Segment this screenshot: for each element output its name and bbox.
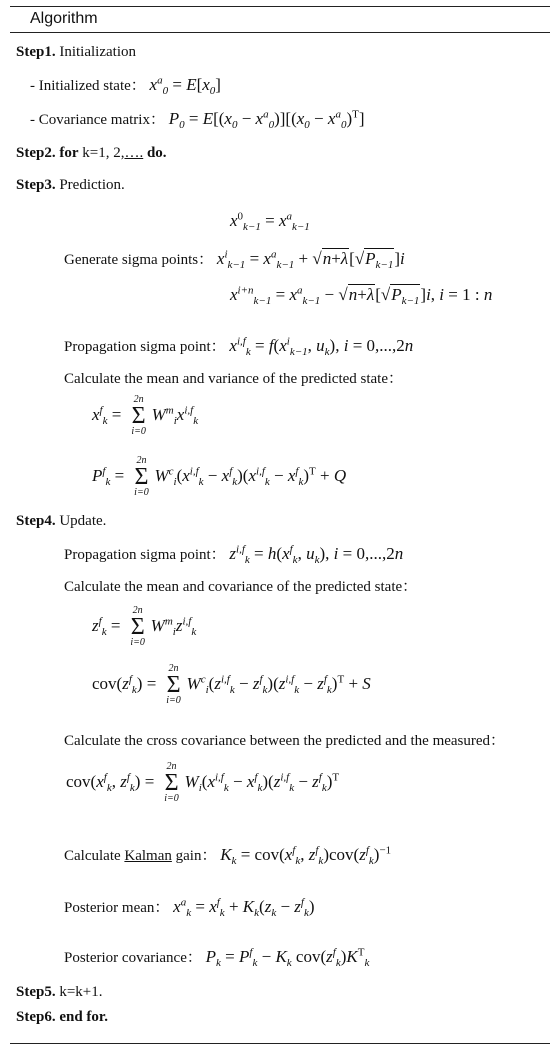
posterior-mean-line bbox=[64, 898, 315, 917]
initialized-state-label: - Initialized state： bbox=[30, 78, 146, 94]
covariance-matrix-formula: $P_0 = E[(x_0 - x^a_0)][(x_0 - x^a_0)^T]$ bbox=[168, 108, 365, 131]
step3-line bbox=[16, 176, 125, 194]
step1-label: Step1. bbox=[16, 44, 56, 60]
step4-line bbox=[16, 512, 106, 530]
step2-line bbox=[16, 144, 167, 162]
step4-label: Step4. bbox=[16, 513, 56, 529]
step6-text: end for. bbox=[55, 1009, 108, 1025]
generate-sigma-formula: $x^i_{k-1} = x^a_{k-1} + √n+\lambda[√P_{k-1}]i$ bbox=[216, 248, 405, 271]
kalman-gain-formula: $K_k = cov(x^f_k$, $z^f_k)cov(z^f_k)^{-1}$ bbox=[220, 844, 392, 867]
initialized-state-formula: $x^a_0 = E[x_0]$ bbox=[149, 74, 221, 97]
measurement-mean-formula: $z^f_k$ = 2n Σ i=0 $W^m_iz^{i,f}_k$ bbox=[92, 605, 197, 648]
step2-for: for bbox=[55, 145, 79, 161]
step5-text: k=k+1. bbox=[55, 984, 103, 1000]
covariance-matrix-label: - Covariance matrix： bbox=[30, 112, 165, 128]
generate-sigma-label: Generate sigma points： bbox=[64, 252, 214, 268]
posterior-cov-line bbox=[64, 948, 369, 967]
top-rule bbox=[10, 6, 550, 7]
posterior-cov-formula: $P_k = P^f_k - K_k$ $cov(z^f_k)K^T_k$ bbox=[205, 946, 370, 969]
header-rule bbox=[10, 32, 550, 33]
sigma-plus-n-formula: $x^{i+n}_{k-1} = x^a_{k-1} - √n+\lambda[√P_{k-1}]i$, i = 1 : n bbox=[230, 284, 493, 307]
step1-line bbox=[16, 43, 136, 61]
cross-cov-formula: $cov(x^f_k$, $z^f_k$) = 2n Σ i=0 $W_i(x^{i,f}_k - x^f_k)(z^{i,f}_k - z^f_k)^T$ bbox=[66, 761, 340, 804]
predicted-mean-formula: $x^f_k$ = 2n Σ i=0 $W^m_ix^{i,f}_k$ bbox=[92, 394, 199, 437]
step4-text: Update. bbox=[55, 513, 107, 529]
kalman-word: Kalman bbox=[124, 848, 172, 864]
kalman-post: gain： bbox=[171, 848, 217, 864]
predicted-cov-formula: $P^f_k$ = 2n Σ i=0 $W^c_i(x^{i,f}_k - x^f_k)(x^{i,f}_k - x^f_k)^T + Q$ bbox=[92, 455, 347, 498]
kalman-gain-line bbox=[64, 846, 391, 865]
calc-mean-cov-text: Calculate the mean and covariance of the predicted state： bbox=[64, 579, 418, 595]
algorithm-title: Algorithm bbox=[30, 10, 98, 27]
step2-do: do. bbox=[143, 145, 167, 161]
initialized-state-line bbox=[30, 76, 221, 95]
propagation-sigma-formula: $x^{i,f}_k = f(x^i_{k-1}$, $u_k$), i = 0,...,2n bbox=[229, 335, 414, 358]
calc-mean-var-text: Calculate the mean and variance of the predicted state： bbox=[64, 371, 404, 387]
posterior-cov-label: Posterior covariance： bbox=[64, 950, 202, 966]
sigma-zero-formula: $x^0_{k-1} = x^a_{k-1}$ bbox=[230, 210, 310, 233]
step2-range: k=1, 2, bbox=[78, 145, 125, 161]
generate-sigma-line bbox=[64, 250, 405, 269]
propagation-sigma2-formula: $z^{i,f}_k = h(x^f_k$, $u_k$), i = 0,...,2n bbox=[229, 543, 404, 566]
step5-label: Step5. bbox=[16, 984, 56, 1000]
propagation-sigma-label: Propagation sigma point： bbox=[64, 339, 226, 355]
calc-cross-text: Calculate the cross covariance between the predicted and the measured： bbox=[64, 733, 506, 749]
step3-text: Prediction. bbox=[55, 177, 125, 193]
posterior-mean-formula: $x^a_k = x^f_k + K_k(z_k - z^f_k)$ bbox=[173, 896, 315, 919]
covariance-matrix-line bbox=[30, 110, 365, 129]
step6-label: Step6. bbox=[16, 1009, 56, 1025]
propagation-sigma-line bbox=[64, 337, 413, 356]
propagation-sigma2-line bbox=[64, 545, 403, 564]
posterior-mean-label: Posterior mean： bbox=[64, 900, 170, 916]
propagation-sigma2-label: Propagation sigma point： bbox=[64, 547, 226, 563]
measurement-cov-formula: $cov(z^f_k)$ = 2n Σ i=0 $W^c_i(z^{i,f}_k - z^f_k)(z^{i,f}_k - z^f_k)^T + S$ bbox=[92, 663, 371, 706]
step2-label: Step2. bbox=[16, 145, 56, 161]
step1-text: Initialization bbox=[55, 44, 136, 60]
step3-label: Step3. bbox=[16, 177, 56, 193]
bottom-rule bbox=[10, 1043, 550, 1044]
step6-line bbox=[16, 1008, 108, 1026]
kalman-pre: Calculate bbox=[64, 848, 125, 864]
step5-line bbox=[16, 983, 103, 1001]
step2-ellipsis: …. bbox=[124, 145, 144, 161]
